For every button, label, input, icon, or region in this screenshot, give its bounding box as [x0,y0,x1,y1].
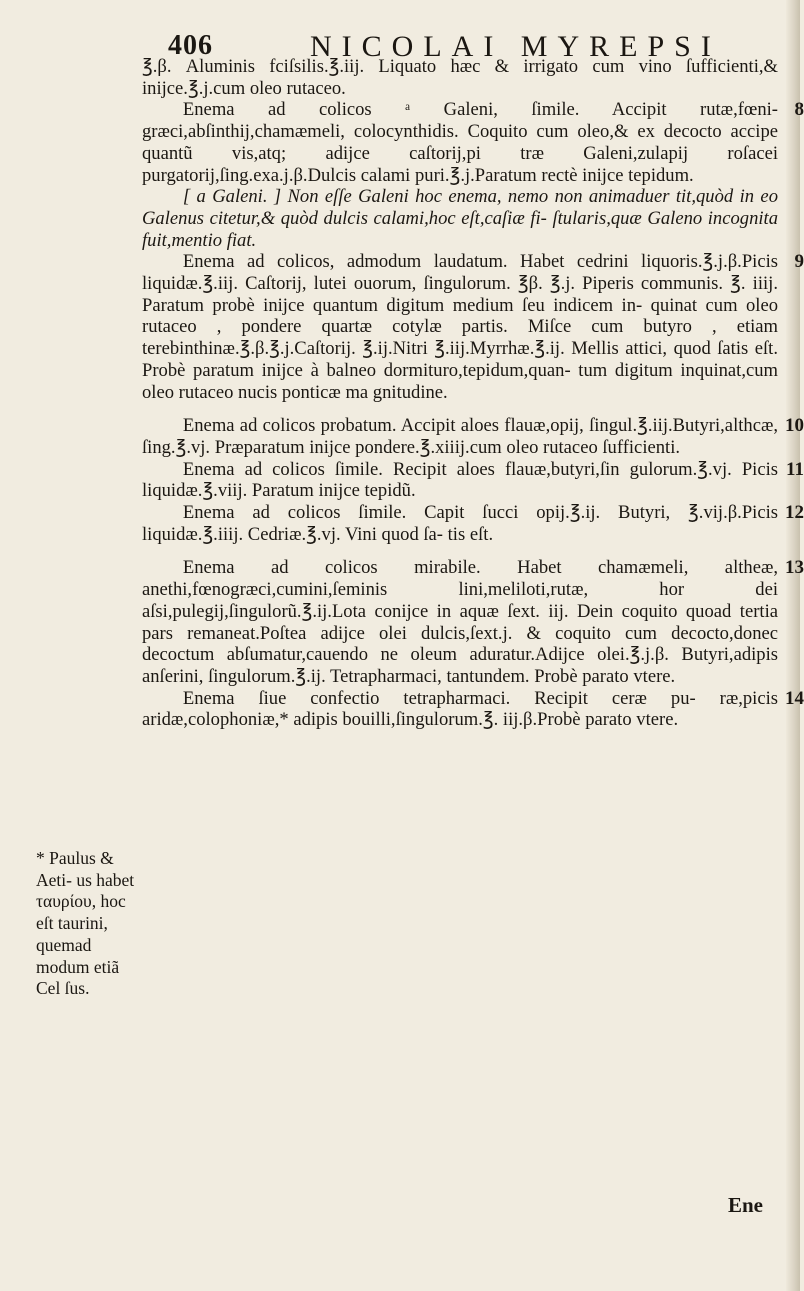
recipe-11 [142,458,804,502]
recipe-number: 8 [794,99,804,121]
paragraph-text: Enema ad colicos probatum. Accipit aloes flauæ,opij, ſingul.℥.iij.Butyri,althcæ, ſing.℥.vj. Præparatum inijce pondere.℥.xiiij.cum oleo rutaceo ſufficienti. [142,415,778,458]
recipe-number: 13 [785,557,804,579]
page-edge [786,0,800,1291]
paragraph-text: Enema ad colicos ſimile. Capit ſucci opij.℥.ij. Butyri, ℥.vij.β.Picis liquidæ.℥.iiij. Cedriæ.℥.vj. Vini quod ſa- tis eſt. [142,502,778,545]
recipe-number: 12 [785,502,804,524]
paragraph-text: Enema ad colicos mirabile. Habet chamæmeli, altheæ, anethi,fœnogræci,cumini,ſeminis lini,meliloti,rutæ, hor dei aſsi,pulegij,ſingulorũ.℥.ij.Lota conijce in aquæ ſext. iij. Dein coquito quoad tertia pars remaneat.Poſtea adijce olei dulcis,ſext.j. & coquito cum decocto,donec decoctum abſumatur,cauendo ne oleum aduratur.Adijce olei.℥.j.β. Butyri,adipis anſerini, ſingulorum.℥.ij. Tetrapharmaci, tantundem. Probè parato vtere. [142,557,778,687]
marginal-note: * Paulus & Aeti- us habet ταυρίου, hoc eſt taurini, quemad modum etiã Cel ſus. [36,848,135,999]
commentary-note [142,186,778,251]
body-text [142,56,804,731]
paragraph-text: [ a Galeni. ] Non eſſe Galeni hoc enema, nemo non animaduer tit,quòd in eo Galenus citetur,& quòd dulcis calami,hoc eſt,caſiæ fi- ſtularis,quæ Galeno incognita fuit,mentio fiat. [142,186,778,251]
paragraph-text: Enema ad colicos ᵃ Galeni, ſimile. Accipit rutæ,fœni- græci,abſinthij,chamæmeli, colocynthidis. Coquito cum oleo,& ex decocto accipe quantũ vis,atq; adijce caſtorij,pi træ Galeni,zulapij roſacei purgatorij,ſing.exa.j.β.Dulcis calami puri.℥.j.Paratum rectè inijce tepidum. [142,99,778,186]
recipe-13 [142,557,804,687]
recipe-12 [142,502,804,545]
paragraph-text: Enema ad colicos, admodum laudatum. Habet cedrini liquoris.℥.j.β.Picis liquidæ.℥.iij. Caſtorij, lutei ouorum, ſingulorum. ℥β. ℥.j. Piperis communis. ℥. iiij. Paratum probè inijce quantum digitum medium ſeu indicem in- quinat cum oleo rutaceo , pondere quartæ cotylæ partis. Miſce cum butyro , etiam terebinthinæ.℥.β.℥.j.Caſtorij. ℥.ij.Nitri ℥.iij.Myrrhæ.℥.ij. Mellis attici, quod ſatis eſt. Probè paratum inijce à balneo dormituro,tepidum,quan- tum digitum inquinat,cum oleo rutaceo nucis ponticæ ma gnitudine. [142,251,778,403]
recipe-number: 14 [785,687,804,709]
paragraph-text: Enema ad colicos ſimile. Recipit aloes flauæ,butyri,ſin gulorum.℥.vj. Picis liquidæ.℥.viij. Paratum inijce tepidũ. [142,458,778,502]
running-title: NICOLAI MYREPSI [310,30,721,63]
recipe-14 [142,687,804,731]
catchword: Ene [728,1193,764,1217]
page-number: 406 [168,30,213,61]
paragraph-text: Enema ſiue confectio tetrapharmaci. Recipit ceræ pu- ræ,picis aridæ,colophoniæ,* adipis bouilli,ſingulorum.℥. iij.β.Probè parato vtere. [142,687,778,731]
paragraph-text: ℥.β. Aluminis fciſsilis.℥.iij. Liquato hæc & irrigato cum vino ſufficienti,& inijce.℥.j.cum oleo rutaceo. [142,56,778,99]
recipe-number: 10 [785,415,804,437]
paragraph-alum-remedy [142,56,778,99]
recipe-number: 9 [794,251,804,273]
recipe-8 [142,99,804,186]
recipe-10 [142,415,804,458]
recipe-number: 11 [786,458,804,480]
recipe-9 [142,251,804,403]
